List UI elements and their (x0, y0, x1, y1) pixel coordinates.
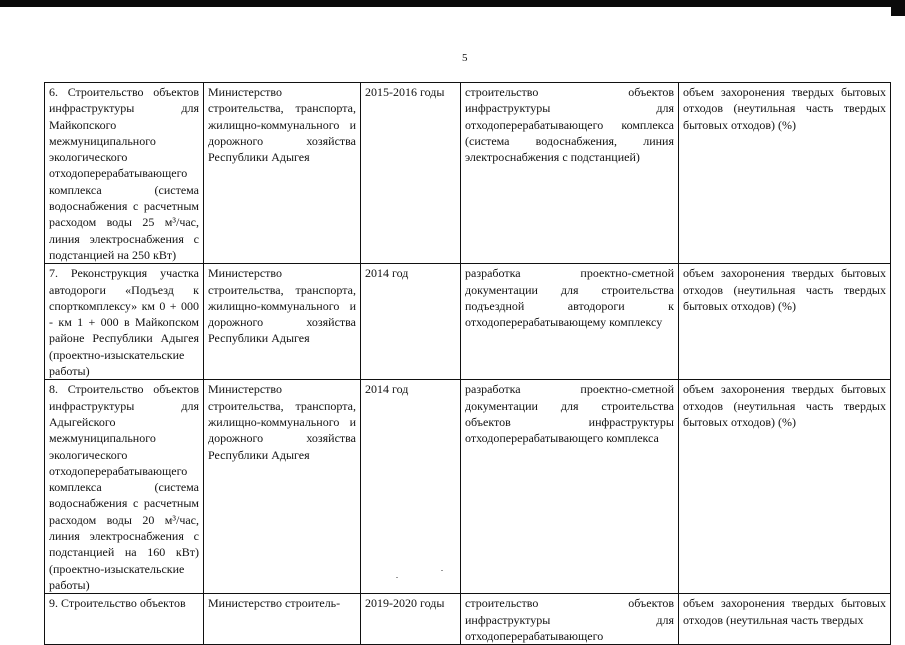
cell-result: разработка проектно-сметной документации для строительства объектов инфраструктуры отходоперерабатывающего комплекса (461, 380, 679, 594)
cell-indicator: объем захоронения твердых бытовых отходов (неутильная часть твердых (679, 594, 891, 645)
table-row (45, 264, 891, 380)
cell-responsible: Министерство строительства, транспорта, жилищно-коммунального и дорожного хозяйства Республики Адыгея (204, 380, 361, 594)
cell-object: 8. Строительство объектов инфраструктуры для Адыгейского межмуниципального экологического отходоперерабатывающего комплекса (система водоснабжения с расчетным расходом воды 20 м³/час, линия электроснабжения с подстанцией на 160 кВт) (проектно-изыскательские работы) (45, 380, 204, 594)
table-row (45, 594, 891, 645)
scan-speck (441, 570, 443, 571)
page-top-border-corner (891, 0, 905, 16)
table-row (45, 380, 891, 594)
cell-period: 2014 год (361, 264, 461, 380)
cell-object: 7. Реконструкция участка автодороги «Подъезд к спорткомплексу» км 0 + 000 - км 1 + 000 в Майкопском районе Республики Адыгея (проектно-изыскательские работы) (45, 264, 204, 380)
cell-indicator: объем захоронения твердых бытовых отходов (неутильная часть твердых бытовых отходов) (%) (679, 380, 891, 594)
cell-indicator: объем захоронения твердых бытовых отходов (неутильная часть твердых бытовых отходов) (%) (679, 83, 891, 264)
cell-responsible: Министерство строительства, транспорта, жилищно-коммунального и дорожного хозяйства Республики Адыгея (204, 264, 361, 380)
cell-period: 2015-2016 годы (361, 83, 461, 264)
table-row (45, 83, 891, 264)
cell-object: 9. Строительство объектов (45, 594, 204, 645)
page-number: 5 (462, 52, 468, 64)
cell-result: строительство объектов инфраструктуры для отходоперерабатывающего комплекса (система водоснабжения, линия электроснабжения с подстанцией) (461, 83, 679, 264)
cell-period: 2019-2020 годы (361, 594, 461, 645)
cell-responsible: Министерство строитель- (204, 594, 361, 645)
cell-indicator: объем захоронения твердых бытовых отходов (неутильная часть твердых бытовых отходов) (%) (679, 264, 891, 380)
page-top-border (0, 0, 905, 7)
cell-result: разработка проектно-сметной документации для строительства подъездной автодороги к отходоперерабатывающему комплексу (461, 264, 679, 380)
cell-result: строительство объектов инфраструктуры для отходоперерабатывающего (461, 594, 679, 645)
cell-period: 2014 год (361, 380, 461, 594)
cell-object: 6. Строительство объектов инфраструктуры для Майкопского межмуниципального экологического отходоперерабатывающего комплекса (система водоснабжения с расчетным расходом воды 25 м³/час, линия электроснабжения с подстанцией на 250 кВт) (45, 83, 204, 264)
cell-responsible: Министерство строительства, транспорта, жилищно-коммунального и дорожного хозяйства Республики Адыгея (204, 83, 361, 264)
program-table (44, 82, 891, 645)
scan-speck (396, 577, 398, 578)
